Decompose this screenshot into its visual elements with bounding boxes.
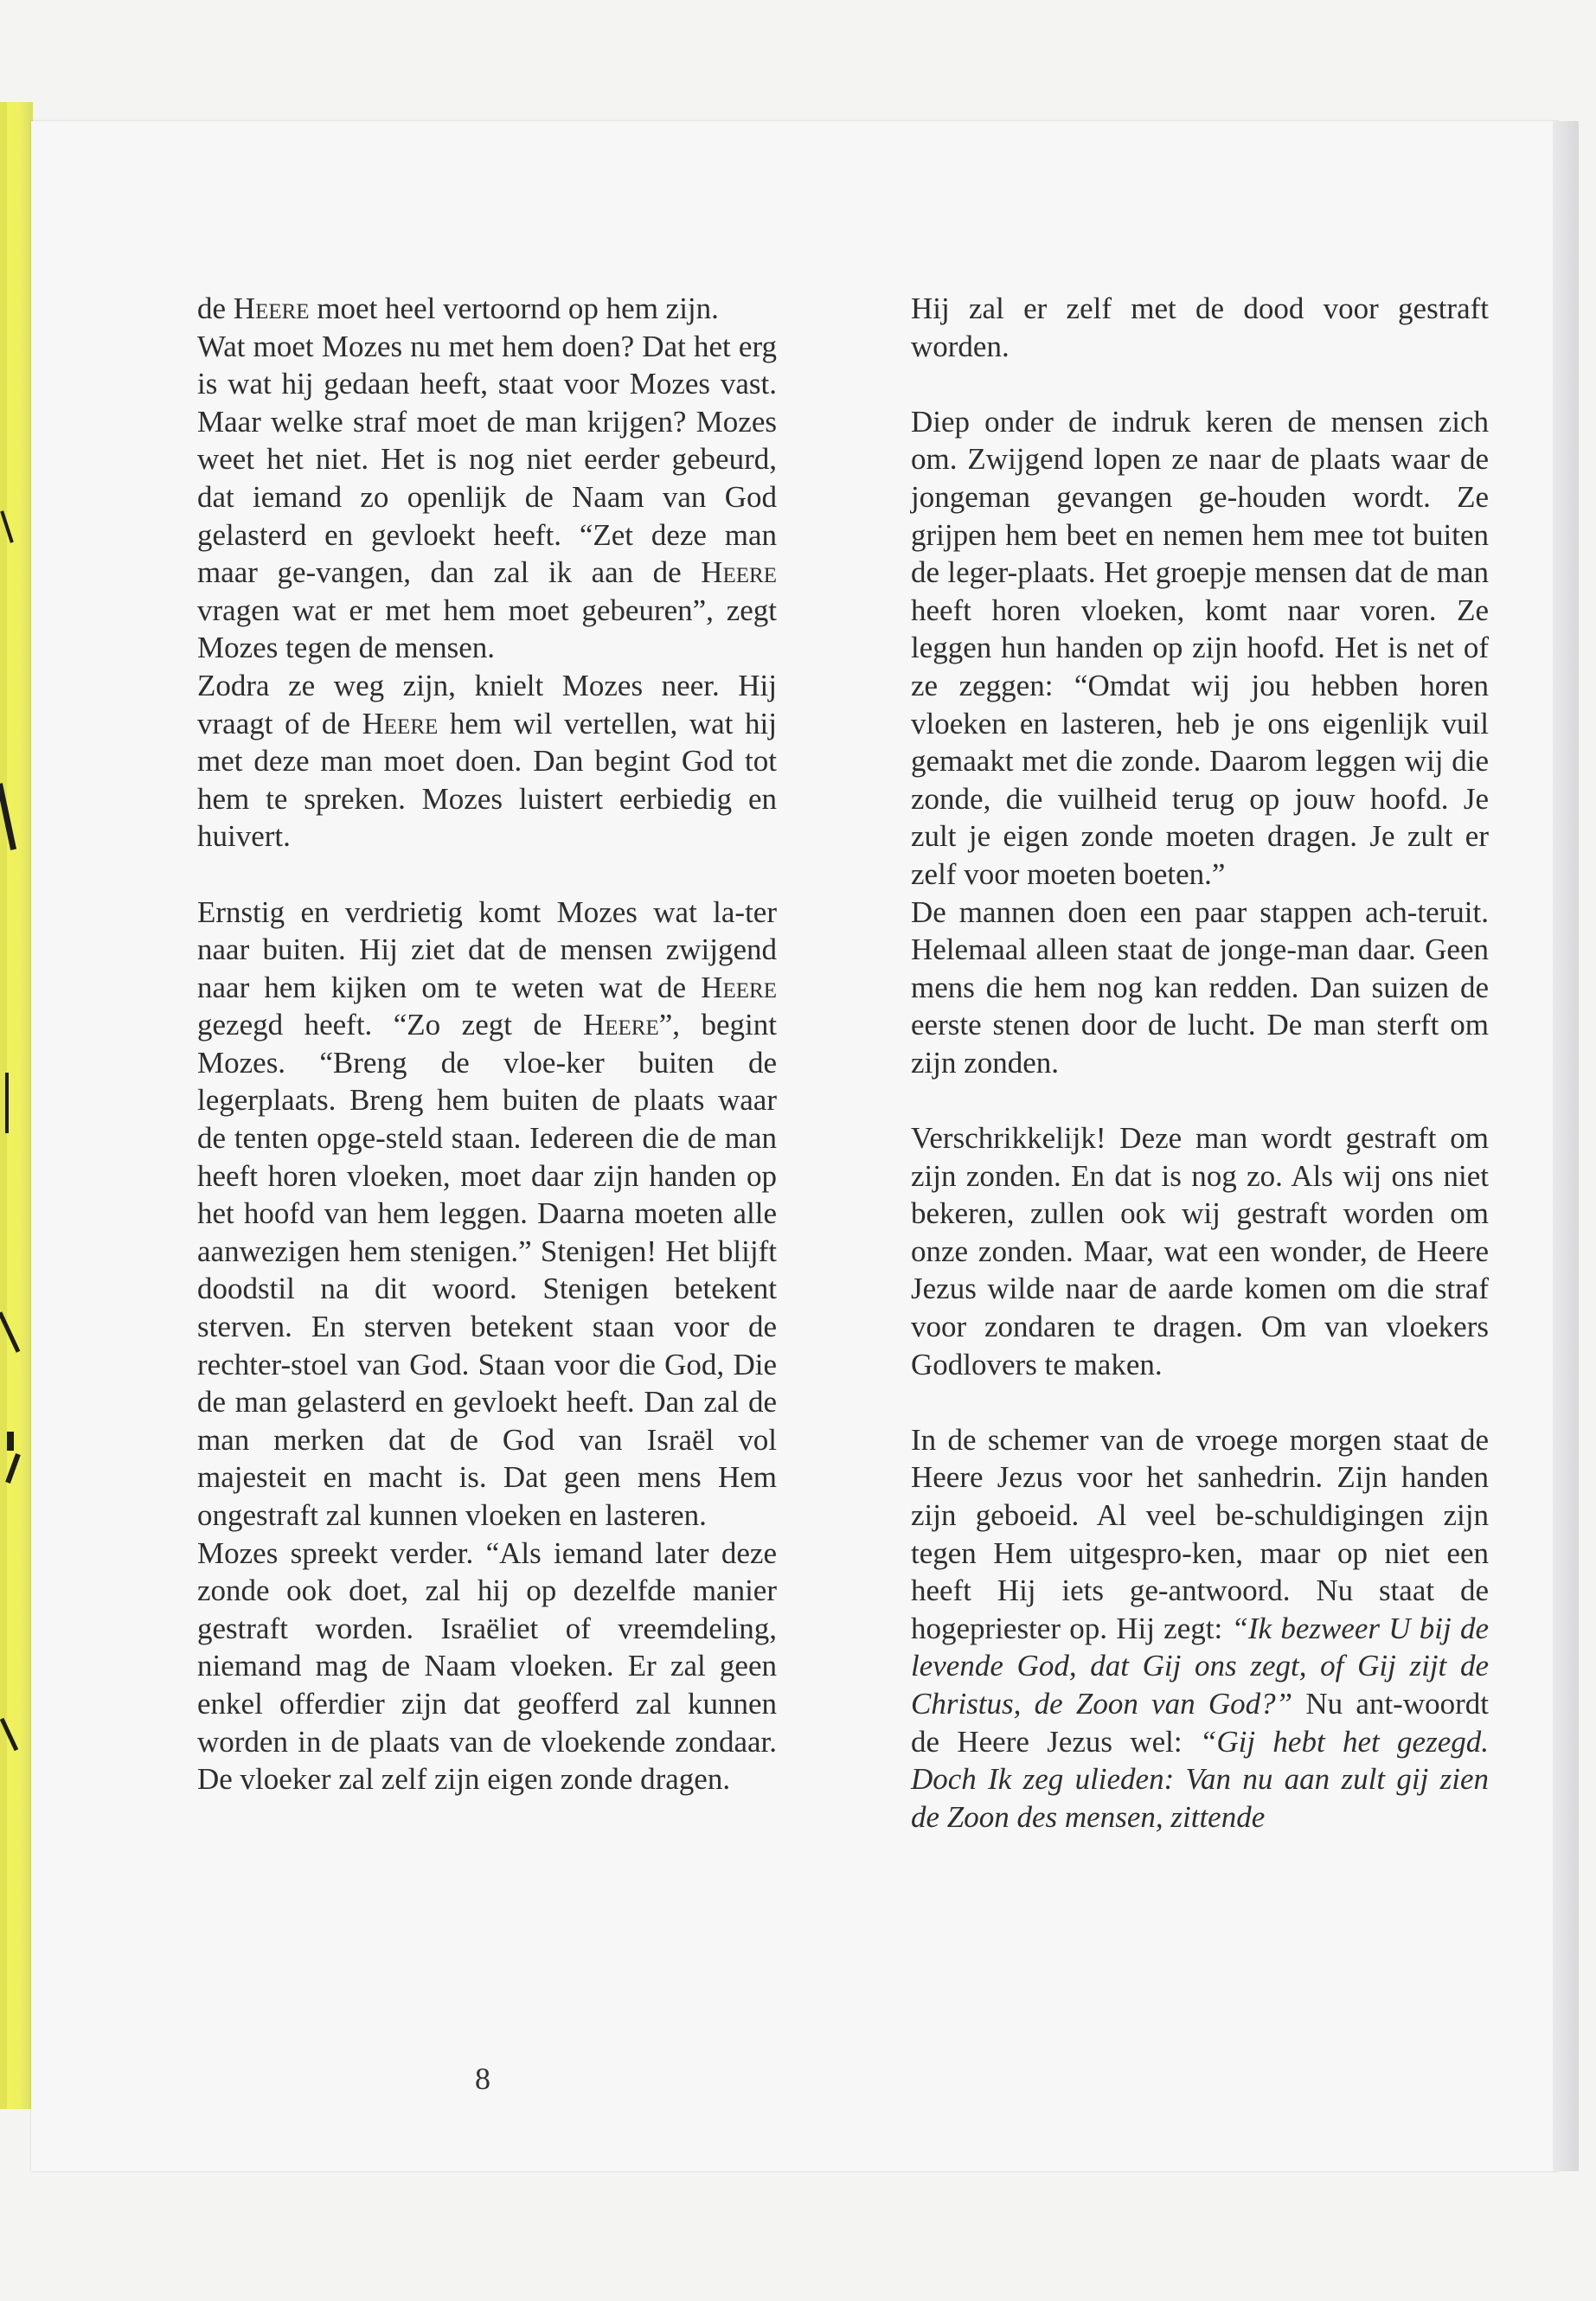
small-caps-name: Heere [362, 706, 439, 740]
paragraph: de Heere moet heel vertoornd op hem zijn. [197, 292, 719, 325]
right-text-column [911, 290, 1489, 1836]
paragraph: Diep onder de indruk keren de mensen zich om. Zwijgend lopen ze naar de plaats waar de jongeman gevangen ge-houden wordt. Ze grijpen hem beet en nemen hem mee tot buiten de leger-plaats. Het groepje mensen dat de man heeft horen vloeken, komt naar voren. Ze leggen hun handen op zijn hoofd. Het is net of ze zeggen: “Omdat wij jou hebben horen vloeken en lasteren, heb je ons eigenlijk vuil gemaakt met die zonde. Daarom leggen wij die zonde, die vuilheid terug op jouw hoofd. Je zult je eigen zonde moeten dragen. Je zult er zelf voor moeten boeten.” [911, 404, 1489, 891]
paragraph: Verschrikkelijk! Deze man wordt gestraft om zijn zonden. En dat is nog zo. Als wij ons niet bekeren, zullen ook wij gestraft worden om onze zonden. Maar, wat een wonder, de Heere Jezus wilde naar de aarde komen om die straf voor zondaren te dragen. Om van vloekers Godlovers te maken. [911, 1121, 1489, 1381]
paragraph: Wat moet Mozes nu met hem doen? Dat het erg is wat hij gedaan heeft, staat voor Mozes vast. Maar welke straf moet de man krijgen? Mozes weet het niet. Het is nog niet eerder gebeurd, dat iemand zo openlijk de Naam van God gelasterd en gevloekt heeft. “Zet deze man maar ge-vangen, dan zal ik aan de Heere vragen wat er met hem moet gebeuren”, zegt Mozes tegen de mensen. [197, 329, 777, 665]
paragraph: Mozes spreekt verder. “Als iemand later deze zonde ook doet, zal hij op dezelfde manier gestraft worden. Israëliet of vreemdeling, niemand mag de Naam vloeken. Er zal geen enkel offerdier zijn dat geofferd zal kunnen worden in de plaats van de vloekende zondaar. De vloeker zal zelf zijn eigen zonde dragen. [197, 1535, 777, 1797]
page-number: 8 [475, 2061, 490, 2096]
small-caps-name: Heere [233, 292, 310, 325]
paragraph: In de schemer van de vroege morgen staat de Heere Jezus voor het sanhedrin. Zijn handen zijn geboeid. Al veel be-schuldigingen zijn tegen Hem uitgespro-ken, maar op niet een heeft Hij iets ge-antwoord. Nu staat de hogepriester op. Hij zegt: “Ik bezweer U bij de levende God, dat Gij ons zegt, of Gij zijt de Christus, de Zoon van God?” Nu ant-woordt de Heere Jezus wel: “Gij hebt het gezegd. Doch Ik zeg ulieden: Van nu aan zult gij zien de Zoon des mensen, zittende [911, 1422, 1489, 1834]
small-caps-name: Heere [582, 1008, 659, 1042]
paragraph: Ernstig en verdrietig komt Mozes wat la-ter naar buiten. Hij ziet dat de mensen zwijgend naar hem kijken om te weten wat de Heere gezegd heeft. “Zo zegt de Heere”, begint Mozes. “Breng de vloe-ker buiten de legerplaats. Breng hem buiten de plaats waar de tenten opge-steld staan. Iedereen die de man heeft horen vloeken, moet daar zijn handen op het hoofd van hem leggen. Daarna moeten alle aanwezigen hem stenigen.” Stenigen! Het blijft doodstil na dit woord. Stenigen betekent sterven. En sterven betekent staan voor de rechter-stoel van God. Staan voor die God, Die de man gelasterd en gevloekt heeft. Dan zal de man merken dat de God van Israël vol majesteit en macht is. Dat geen mens Hem ongestraft zal kunnen vloeken en lasteren. [197, 894, 777, 1532]
page-right-edge [1553, 121, 1579, 2171]
paragraph: Zodra ze weg zijn, knielt Mozes neer. Hij vraagt of de Heere hem wil vertellen, wat hij met deze man moet doen. Dan begint God tot hem te spreken. Mozes luistert eerbiedig en huivert. [197, 668, 777, 854]
small-caps-name: Heere [701, 970, 777, 1004]
italic-quote: “Gij hebt het gezegd. Doch Ik zeg ulieden: Van nu aan zult gij zien de Zoon des mensen, zittende [911, 1724, 1489, 1834]
italic-quote: “Ik bezweer U bij de levende God, dat Gij ons zegt, of Gij zijt de Christus, de Zoon van God?” [911, 1611, 1489, 1721]
small-caps-name: Heere [701, 555, 777, 590]
left-text-column [197, 290, 777, 1798]
paragraph: Hij zal er zelf met de dood voor gestraft worden. [911, 292, 1489, 363]
paragraph: De mannen doen een paar stappen ach-teruit. Helemaal alleen staat de jonge-man daar. Geen mens die hem nog kan redden. Dan suizen de eerste stenen door de lucht. De man sterft om zijn zonden. [911, 894, 1489, 1080]
